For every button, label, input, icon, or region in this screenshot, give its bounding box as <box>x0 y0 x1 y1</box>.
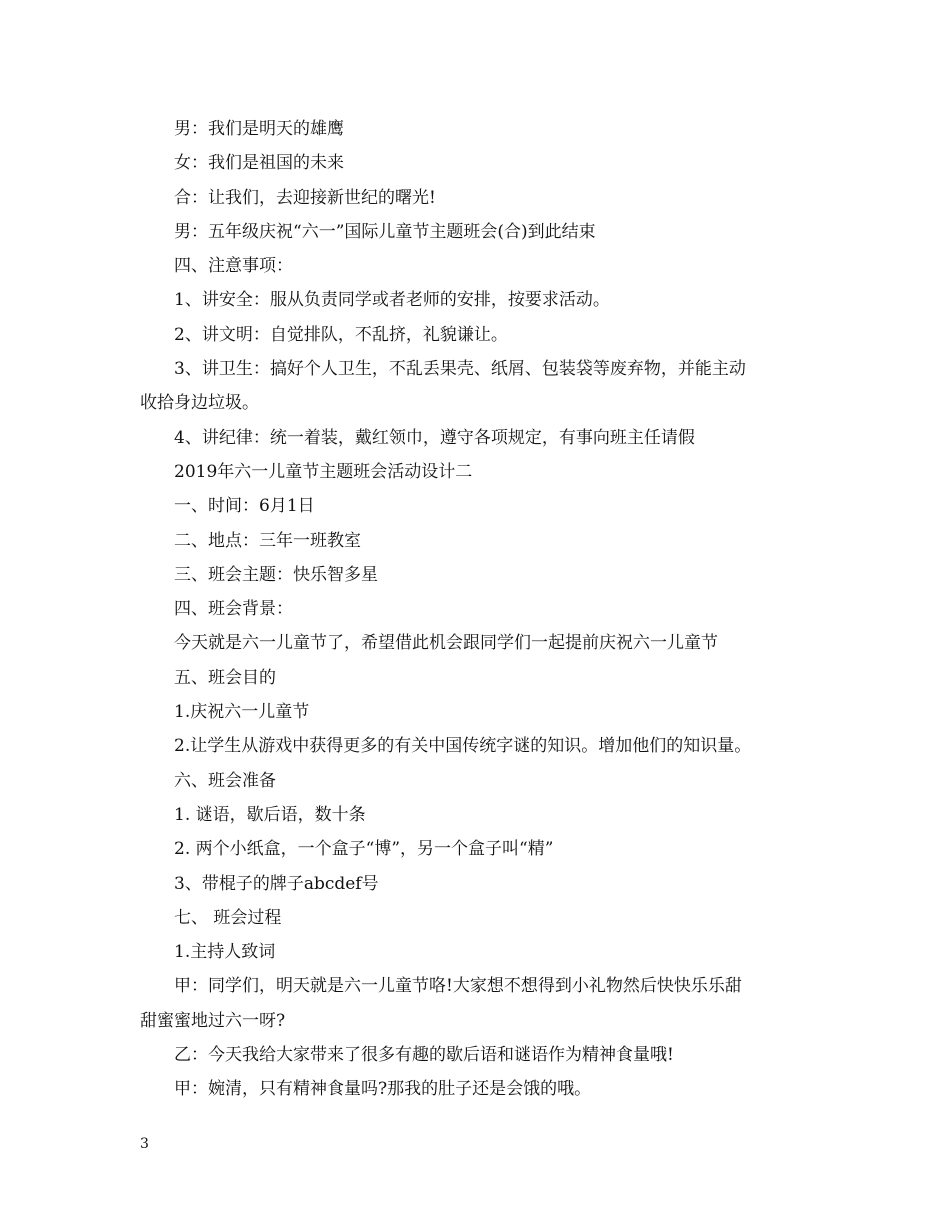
text-line: 1.主持人致词 <box>174 942 276 963</box>
text-line: 甲：婉清，只有精神食量吗?那我的肚子还是会饿的哦。 <box>174 1079 592 1100</box>
text-line: 2、讲文明：自觉排队，不乱挤，礼貌谦让。 <box>174 324 508 345</box>
text-line: 男：五年级庆祝“六一”国际儿童节主题班会(合)到此结束 <box>174 221 596 242</box>
text-line: 2. 两个小纸盒，一个盒子“博”，另一个盒子叫“精” <box>174 839 554 860</box>
text-line: 合：让我们，去迎接新世纪的曙光! <box>174 187 436 208</box>
text-line: 4、讲纪律：统一着装，戴红领巾，遵守各项规定，有事向班主任请假 <box>174 427 695 448</box>
page-number: 3 <box>140 1136 149 1152</box>
text-line: 甜蜜蜜地过六一呀? <box>140 1010 286 1031</box>
text-line: 1.庆祝六一儿童节 <box>174 702 310 723</box>
text-line: 七、 班会过程 <box>174 907 282 928</box>
text-line: 六、班会准备 <box>174 770 276 791</box>
text-line: 三、班会主题：快乐智多星 <box>174 564 378 585</box>
text-line: 乙：今天我给大家带来了很多有趣的歇后语和谜语作为精神食量哦! <box>174 1045 674 1066</box>
text-line: 五、班会目的 <box>174 667 276 688</box>
text-line: 1、讲安全：服从负责同学或者老师的安排，按要求活动。 <box>174 290 610 311</box>
text-line: 3、讲卫生：搞好个人卫生，不乱丢果壳、纸屑、包装袋等废弃物，并能主动 <box>174 359 746 380</box>
text-line: 二、地点：三年一班教室 <box>174 530 361 551</box>
text-line: 甲：同学们，明天就是六一儿童节咯!大家想不想得到小礼物然后快快乐乐甜 <box>174 976 742 997</box>
text-line: 1. 谜语，歇后语，数十条 <box>174 804 366 825</box>
text-line: 四、注意事项： <box>174 256 293 277</box>
text-line: 2019年六一儿童节主题班会活动设计二 <box>174 461 473 482</box>
text-line: 女：我们是祖国的未来 <box>174 153 344 174</box>
text-line: 一、时间：6月1日 <box>174 496 315 517</box>
text-line: 3、带棍子的牌子abcdef号 <box>174 873 379 894</box>
text-line: 2.让学生从游戏中获得更多的有关中国传统字谜的知识。增加他们的知识量。 <box>174 736 752 757</box>
text-line: 今天就是六一儿童节了，希望借此机会跟同学们一起提前庆祝六一儿童节 <box>174 633 718 654</box>
text-line: 四、班会背景： <box>174 599 293 620</box>
document-body <box>140 112 815 1107</box>
text-line: 收拾身边垃圾。 <box>140 393 259 414</box>
text-line: 男：我们是明天的雄鹰 <box>174 119 344 139</box>
